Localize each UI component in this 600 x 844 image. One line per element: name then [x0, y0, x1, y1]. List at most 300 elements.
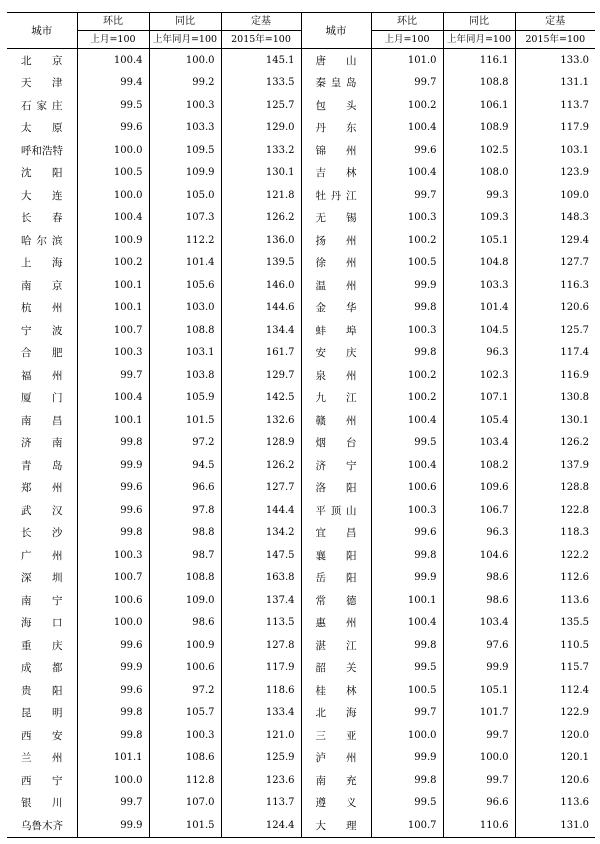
- base-value-left: 136.0: [221, 229, 301, 252]
- yoy-value-left: 109.9: [149, 162, 221, 185]
- yoy-value-right: 102.3: [443, 364, 515, 387]
- yoy-value-right: 109.6: [443, 477, 515, 500]
- table-row: [7, 297, 595, 320]
- mom-value-left: 100.3: [77, 544, 149, 567]
- base-value-right: 123.9: [515, 162, 595, 185]
- table-row: [7, 679, 595, 702]
- table-row: [7, 94, 595, 117]
- base-value-right: 117.4: [515, 342, 595, 365]
- mom-value-right: 99.9: [371, 567, 443, 590]
- mom-value-right: 99.9: [371, 747, 443, 770]
- table-row: [7, 567, 595, 590]
- base-value-right: 115.7: [515, 657, 595, 680]
- city-name-right: 赣州: [301, 409, 371, 432]
- yoy-value-left: 105.0: [149, 184, 221, 207]
- city-name-right: 三亚: [301, 724, 371, 747]
- base-value-left: 161.7: [221, 342, 301, 365]
- city-name-right: 无锡: [301, 207, 371, 230]
- city-name-left: 长沙: [21, 527, 63, 540]
- base-value-right: 113.6: [515, 792, 595, 815]
- base-value-right: 148.3: [515, 207, 595, 230]
- yoy-value-left: 101.5: [149, 814, 221, 837]
- yoy-value-left: 97.2: [149, 679, 221, 702]
- city-name-right: 吉林: [301, 162, 371, 185]
- base-value-left: 163.8: [221, 567, 301, 590]
- yoy-value-left: 101.5: [149, 409, 221, 432]
- mom-value-right: 99.5: [371, 792, 443, 815]
- mom-value-right: 100.0: [371, 724, 443, 747]
- base-value-right: 120.1: [515, 747, 595, 770]
- table-row: [7, 207, 595, 230]
- mom-value-left: 99.6: [77, 117, 149, 140]
- table-row: [7, 657, 595, 680]
- yoy-value-right: 105.1: [443, 679, 515, 702]
- table-row: [7, 72, 595, 95]
- base-value-left: 128.9: [221, 432, 301, 455]
- mom-value-left: 99.9: [77, 814, 149, 837]
- city-name-right: 泉州: [301, 364, 371, 387]
- mom-value-right: 100.2: [371, 94, 443, 117]
- mom-value-left: 99.6: [77, 634, 149, 657]
- base-value-left: 121.0: [221, 724, 301, 747]
- yoy-value-right: 101.7: [443, 702, 515, 725]
- header-yoy-sub-left: 上年同月=100: [149, 31, 221, 49]
- yoy-value-right: 99.7: [443, 769, 515, 792]
- base-value-left: 133.5: [221, 72, 301, 95]
- mom-value-right: 99.7: [371, 702, 443, 725]
- yoy-value-right: 108.0: [443, 162, 515, 185]
- mom-value-right: 100.4: [371, 117, 443, 140]
- base-value-right: 103.1: [515, 139, 595, 162]
- yoy-value-left: 109.5: [149, 139, 221, 162]
- yoy-value-left: 108.8: [149, 319, 221, 342]
- mom-value-right: 100.3: [371, 499, 443, 522]
- yoy-value-left: 107.0: [149, 792, 221, 815]
- table-row: [7, 342, 595, 365]
- city-name-left: 成都: [21, 662, 63, 675]
- base-value-right: 116.9: [515, 364, 595, 387]
- yoy-value-right: 96.6: [443, 792, 515, 815]
- city-name-left: 杭州: [21, 302, 63, 315]
- mom-value-right: 100.3: [371, 207, 443, 230]
- yoy-value-left: 100.3: [149, 724, 221, 747]
- table-row: [7, 184, 595, 207]
- table-row: [7, 522, 595, 545]
- yoy-value-left: 105.6: [149, 274, 221, 297]
- header-base-right: 定基: [515, 13, 595, 31]
- mom-value-right: 100.4: [371, 409, 443, 432]
- city-name-right: 北海: [301, 702, 371, 725]
- yoy-value-right: 97.6: [443, 634, 515, 657]
- base-value-right: 127.7: [515, 252, 595, 275]
- base-value-left: 121.8: [221, 184, 301, 207]
- table-row: [7, 724, 595, 747]
- city-name-right: 温州: [301, 274, 371, 297]
- table-row: [7, 364, 595, 387]
- yoy-value-right: 104.6: [443, 544, 515, 567]
- base-value-left: 129.0: [221, 117, 301, 140]
- mom-value-left: 99.8: [77, 522, 149, 545]
- table-row: [7, 252, 595, 275]
- mom-value-left: 99.8: [77, 724, 149, 747]
- mom-value-left: 100.0: [77, 612, 149, 635]
- city-name-left: 太原: [21, 122, 63, 135]
- mom-value-left: 100.4: [77, 49, 149, 72]
- city-name-right: 洛阳: [301, 477, 371, 500]
- header-mom-sub-right: 上月=100: [371, 31, 443, 49]
- city-name-left: 福州: [21, 369, 63, 382]
- base-value-left: 123.6: [221, 769, 301, 792]
- base-value-right: 131.1: [515, 72, 595, 95]
- yoy-value-left: 103.3: [149, 117, 221, 140]
- table-row: [7, 589, 595, 612]
- yoy-value-left: 112.2: [149, 229, 221, 252]
- base-value-right: 130.8: [515, 387, 595, 410]
- base-value-right: 137.9: [515, 454, 595, 477]
- mom-value-right: 100.2: [371, 229, 443, 252]
- base-value-right: 128.8: [515, 477, 595, 500]
- base-value-right: 129.4: [515, 229, 595, 252]
- city-name-left: 上海: [21, 257, 63, 270]
- city-name-left: 哈尔滨: [21, 234, 63, 247]
- header-mom-sub-left: 上月=100: [77, 31, 149, 49]
- yoy-value-right: 106.7: [443, 499, 515, 522]
- base-value-right: 122.9: [515, 702, 595, 725]
- city-name-left: 广州: [21, 549, 63, 562]
- base-value-left: 134.2: [221, 522, 301, 545]
- base-value-left: 133.2: [221, 139, 301, 162]
- city-name-right: 蚌埠: [301, 319, 371, 342]
- city-name-right: 惠州: [301, 612, 371, 635]
- city-name-right: 扬州: [301, 229, 371, 252]
- mom-value-right: 99.8: [371, 342, 443, 365]
- yoy-value-right: 108.2: [443, 454, 515, 477]
- mom-value-right: 99.8: [371, 634, 443, 657]
- base-value-right: 122.2: [515, 544, 595, 567]
- base-value-left: 147.5: [221, 544, 301, 567]
- city-name-right: 济宁: [301, 454, 371, 477]
- city-name-left: 武汉: [21, 504, 63, 517]
- mom-value-left: 100.4: [77, 207, 149, 230]
- table-row: [7, 454, 595, 477]
- table-row: [7, 117, 595, 140]
- base-value-left: 139.5: [221, 252, 301, 275]
- yoy-value-right: 109.3: [443, 207, 515, 230]
- city-name-left: 深圳: [21, 572, 63, 585]
- yoy-value-left: 96.6: [149, 477, 221, 500]
- header-mom-left: 环比: [77, 13, 149, 31]
- base-value-left: 144.6: [221, 297, 301, 320]
- mom-value-right: 99.8: [371, 297, 443, 320]
- base-value-right: 113.6: [515, 589, 595, 612]
- mom-value-right: 99.5: [371, 657, 443, 680]
- city-name-right: 桂林: [301, 679, 371, 702]
- yoy-value-right: 110.6: [443, 814, 515, 837]
- yoy-value-right: 99.3: [443, 184, 515, 207]
- city-name-left: 长春: [21, 212, 63, 225]
- city-name-right: 大理: [301, 814, 371, 837]
- city-name-right: 宜昌: [301, 522, 371, 545]
- city-name-left: 天津: [21, 77, 63, 90]
- mom-value-right: 99.5: [371, 432, 443, 455]
- header-city-right: 城市: [301, 13, 371, 49]
- base-value-right: 109.0: [515, 184, 595, 207]
- table-row: [7, 499, 595, 522]
- city-name-right: 丹东: [301, 117, 371, 140]
- base-value-right: 120.6: [515, 769, 595, 792]
- yoy-value-right: 116.1: [443, 49, 515, 72]
- yoy-value-right: 105.1: [443, 229, 515, 252]
- mom-value-left: 99.7: [77, 792, 149, 815]
- mom-value-left: 100.9: [77, 229, 149, 252]
- city-name-left: 乌鲁木齐: [7, 814, 77, 837]
- mom-value-right: 99.6: [371, 522, 443, 545]
- base-value-left: 134.4: [221, 319, 301, 342]
- base-value-left: 117.9: [221, 657, 301, 680]
- city-name-left: 沈阳: [21, 167, 63, 180]
- city-name-left: 海口: [21, 617, 63, 630]
- city-name-left: 厦门: [21, 392, 63, 405]
- yoy-value-right: 100.0: [443, 747, 515, 770]
- header-base-sub-left: 2015年=100: [221, 31, 301, 49]
- base-value-left: 126.2: [221, 454, 301, 477]
- mom-value-right: 99.6: [371, 139, 443, 162]
- base-value-left: 133.4: [221, 702, 301, 725]
- city-name-right: 安庆: [301, 342, 371, 365]
- mom-value-left: 99.8: [77, 432, 149, 455]
- table-row: [7, 544, 595, 567]
- base-value-left: 146.0: [221, 274, 301, 297]
- base-value-left: 124.4: [221, 814, 301, 837]
- city-name-right: 锦州: [301, 139, 371, 162]
- mom-value-right: 99.8: [371, 544, 443, 567]
- mom-value-right: 100.7: [371, 814, 443, 837]
- city-name-left: 银川: [21, 797, 63, 810]
- table-row: [7, 409, 595, 432]
- mom-value-left: 100.3: [77, 342, 149, 365]
- header-mom-right: 环比: [371, 13, 443, 31]
- yoy-value-right: 98.6: [443, 589, 515, 612]
- city-name-left: 南京: [21, 279, 63, 292]
- table-row: [7, 139, 595, 162]
- mom-value-right: 100.1: [371, 589, 443, 612]
- base-value-right: 116.3: [515, 274, 595, 297]
- mom-value-left: 100.0: [77, 769, 149, 792]
- mom-value-right: 100.5: [371, 252, 443, 275]
- mom-value-left: 99.8: [77, 702, 149, 725]
- header-base-left: 定基: [221, 13, 301, 31]
- mom-value-right: 99.8: [371, 769, 443, 792]
- base-value-right: 117.9: [515, 117, 595, 140]
- mom-value-right: 100.3: [371, 319, 443, 342]
- city-name-left: 南宁: [21, 594, 63, 607]
- table-row: [7, 814, 595, 837]
- yoy-value-right: 101.4: [443, 297, 515, 320]
- base-value-right: 126.2: [515, 432, 595, 455]
- base-value-left: 129.7: [221, 364, 301, 387]
- yoy-value-right: 105.4: [443, 409, 515, 432]
- yoy-value-left: 101.4: [149, 252, 221, 275]
- mom-value-left: 99.7: [77, 364, 149, 387]
- mom-value-right: 100.6: [371, 477, 443, 500]
- mom-value-left: 100.6: [77, 589, 149, 612]
- yoy-value-right: 103.3: [443, 274, 515, 297]
- city-name-left: 呼和浩特: [21, 144, 63, 157]
- city-name-right: 秦皇岛: [301, 72, 371, 95]
- yoy-value-right: 106.1: [443, 94, 515, 117]
- mom-value-right: 101.0: [371, 49, 443, 72]
- yoy-value-left: 107.3: [149, 207, 221, 230]
- city-name-right: 平顶山: [301, 499, 371, 522]
- base-value-right: 135.5: [515, 612, 595, 635]
- table-row: [7, 387, 595, 410]
- base-value-left: 127.8: [221, 634, 301, 657]
- mom-value-left: 99.9: [77, 454, 149, 477]
- city-name-right: 泸州: [301, 747, 371, 770]
- table-row: [7, 162, 595, 185]
- city-name-right: 襄阳: [301, 544, 371, 567]
- yoy-value-left: 94.5: [149, 454, 221, 477]
- base-value-left: 113.7: [221, 792, 301, 815]
- mom-value-left: 99.6: [77, 679, 149, 702]
- city-name-left: 济南: [21, 437, 63, 450]
- city-name-left: 北京: [21, 54, 63, 67]
- yoy-value-left: 99.2: [149, 72, 221, 95]
- base-value-right: 112.4: [515, 679, 595, 702]
- yoy-value-left: 108.6: [149, 747, 221, 770]
- yoy-value-right: 108.8: [443, 72, 515, 95]
- base-value-left: 144.4: [221, 499, 301, 522]
- header-yoy-left: 同比: [149, 13, 221, 31]
- yoy-value-right: 104.5: [443, 319, 515, 342]
- yoy-value-left: 105.9: [149, 387, 221, 410]
- yoy-value-right: 103.4: [443, 432, 515, 455]
- yoy-value-left: 100.9: [149, 634, 221, 657]
- yoy-value-right: 99.7: [443, 724, 515, 747]
- yoy-value-left: 108.8: [149, 567, 221, 590]
- table-row: [7, 612, 595, 635]
- header-city-left: 城市: [7, 13, 77, 49]
- table-row: [7, 769, 595, 792]
- mom-value-left: 99.4: [77, 72, 149, 95]
- mom-value-left: 100.0: [77, 139, 149, 162]
- price-index-table: [7, 12, 595, 838]
- base-value-left: 126.2: [221, 207, 301, 230]
- yoy-value-left: 98.8: [149, 522, 221, 545]
- table-row: [7, 229, 595, 252]
- yoy-value-left: 100.6: [149, 657, 221, 680]
- city-name-right: 遵义: [301, 792, 371, 815]
- yoy-value-right: 102.5: [443, 139, 515, 162]
- table-row: [7, 477, 595, 500]
- city-name-left: 重庆: [21, 639, 63, 652]
- city-name-right: 徐州: [301, 252, 371, 275]
- base-value-left: 145.1: [221, 49, 301, 72]
- table-row: [7, 432, 595, 455]
- city-name-left: 兰州: [21, 752, 63, 765]
- city-name-right: 常德: [301, 589, 371, 612]
- base-value-right: 125.7: [515, 319, 595, 342]
- base-value-right: 113.7: [515, 94, 595, 117]
- base-value-left: 142.5: [221, 387, 301, 410]
- mom-value-left: 99.6: [77, 477, 149, 500]
- yoy-value-right: 96.3: [443, 342, 515, 365]
- yoy-value-left: 100.3: [149, 94, 221, 117]
- base-value-left: 127.7: [221, 477, 301, 500]
- city-name-left: 西宁: [21, 774, 63, 787]
- city-name-right: 岳阳: [301, 567, 371, 590]
- mom-value-left: 100.1: [77, 297, 149, 320]
- table-row: [7, 49, 595, 72]
- city-name-left: 西安: [21, 729, 63, 742]
- base-value-right: 118.3: [515, 522, 595, 545]
- mom-value-right: 99.7: [371, 72, 443, 95]
- yoy-value-left: 98.7: [149, 544, 221, 567]
- mom-value-left: 100.5: [77, 162, 149, 185]
- table-body: [7, 49, 595, 838]
- mom-value-left: 99.5: [77, 94, 149, 117]
- city-name-right: 烟台: [301, 432, 371, 455]
- yoy-value-left: 97.8: [149, 499, 221, 522]
- city-name-left: 贵阳: [21, 684, 63, 697]
- yoy-value-right: 107.1: [443, 387, 515, 410]
- yoy-value-left: 103.1: [149, 342, 221, 365]
- yoy-value-right: 108.9: [443, 117, 515, 140]
- mom-value-right: 100.4: [371, 454, 443, 477]
- table-row: [7, 319, 595, 342]
- table-row: [7, 792, 595, 815]
- mom-value-left: 99.9: [77, 657, 149, 680]
- base-value-right: 110.5: [515, 634, 595, 657]
- mom-value-left: 100.2: [77, 252, 149, 275]
- mom-value-left: 100.7: [77, 319, 149, 342]
- mom-value-left: 100.1: [77, 274, 149, 297]
- yoy-value-right: 98.6: [443, 567, 515, 590]
- base-value-right: 120.6: [515, 297, 595, 320]
- city-name-left: 郑州: [21, 482, 63, 495]
- yoy-value-left: 103.8: [149, 364, 221, 387]
- yoy-value-right: 103.4: [443, 612, 515, 635]
- mom-value-left: 101.1: [77, 747, 149, 770]
- base-value-right: 122.8: [515, 499, 595, 522]
- city-name-left: 石家庄: [21, 99, 63, 112]
- base-value-left: 130.1: [221, 162, 301, 185]
- city-name-right: 牡丹江: [301, 184, 371, 207]
- yoy-value-left: 112.8: [149, 769, 221, 792]
- yoy-value-left: 103.0: [149, 297, 221, 320]
- header-base-sub-right: 2015年=100: [515, 31, 595, 49]
- table-row: [7, 747, 595, 770]
- city-name-right: 南充: [301, 769, 371, 792]
- header-yoy-sub-right: 上年同月=100: [443, 31, 515, 49]
- mom-value-right: 99.7: [371, 184, 443, 207]
- base-value-left: 113.5: [221, 612, 301, 635]
- mom-value-right: 100.4: [371, 162, 443, 185]
- city-name-right: 金华: [301, 297, 371, 320]
- mom-value-right: 100.5: [371, 679, 443, 702]
- city-name-left: 合肥: [21, 347, 63, 360]
- yoy-value-left: 97.2: [149, 432, 221, 455]
- city-name-left: 南昌: [21, 414, 63, 427]
- yoy-value-left: 100.0: [149, 49, 221, 72]
- base-value-right: 120.0: [515, 724, 595, 747]
- mom-value-right: 100.2: [371, 387, 443, 410]
- mom-value-left: 100.7: [77, 567, 149, 590]
- mom-value-left: 100.0: [77, 184, 149, 207]
- base-value-right: 112.6: [515, 567, 595, 590]
- city-name-right: 湛江: [301, 634, 371, 657]
- base-value-right: 130.1: [515, 409, 595, 432]
